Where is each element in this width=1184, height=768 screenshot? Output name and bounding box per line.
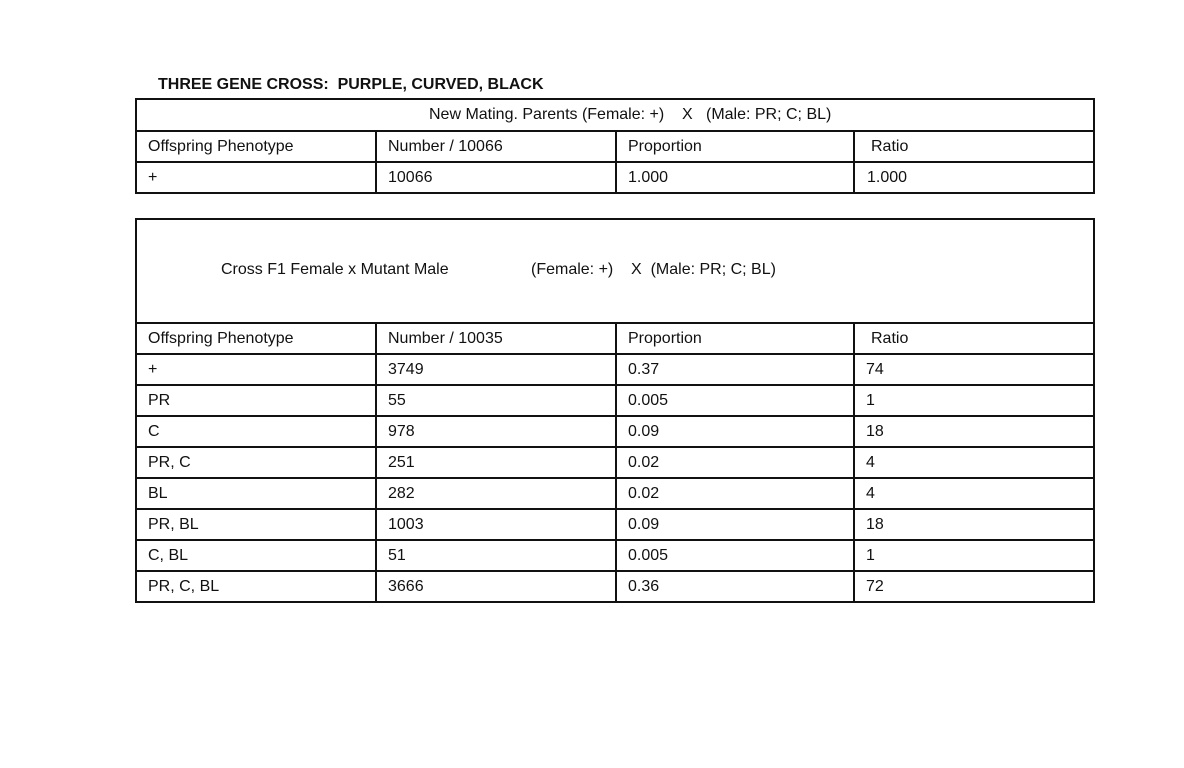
header-proportion: Proportion <box>616 131 854 162</box>
table-row <box>136 162 1094 193</box>
table-row <box>136 385 1094 416</box>
cell-number: 10066 <box>376 162 616 193</box>
table-row <box>136 509 1094 540</box>
table-row <box>136 416 1094 447</box>
table-caption <box>136 219 1094 323</box>
cell-number: 3749 <box>376 354 616 385</box>
cell-proportion: 0.36 <box>616 571 854 602</box>
cell-phenotype: + <box>136 354 376 385</box>
cell-phenotype: C, BL <box>136 540 376 571</box>
cell-phenotype: PR <box>136 385 376 416</box>
header-number: Number / 10035 <box>376 323 616 354</box>
table-header-row <box>136 323 1094 354</box>
cell-phenotype: BL <box>136 478 376 509</box>
cell-ratio: 1 <box>854 385 1094 416</box>
cell-proportion: 0.09 <box>616 416 854 447</box>
cell-ratio: 4 <box>854 447 1094 478</box>
table-row <box>136 540 1094 571</box>
cell-number: 978 <box>376 416 616 447</box>
caption-cross-label: Cross F1 Female x Mutant Male <box>221 261 449 278</box>
cell-number: 282 <box>376 478 616 509</box>
cell-number: 1003 <box>376 509 616 540</box>
document-title: THREE GENE CROSS: PURPLE, CURVED, BLACK <box>158 76 544 93</box>
header-phenotype: Offspring Phenotype <box>136 323 376 354</box>
cell-ratio: 18 <box>854 416 1094 447</box>
cell-proportion: 0.02 <box>616 478 854 509</box>
header-proportion: Proportion <box>616 323 854 354</box>
header-number: Number / 10066 <box>376 131 616 162</box>
cell-number: 55 <box>376 385 616 416</box>
cell-ratio: 1.000 <box>854 162 1094 193</box>
cell-ratio: 1 <box>854 540 1094 571</box>
cell-ratio: 4 <box>854 478 1094 509</box>
cell-ratio: 72 <box>854 571 1094 602</box>
cell-phenotype: + <box>136 162 376 193</box>
cell-number: 3666 <box>376 571 616 602</box>
parents-table <box>135 98 1095 194</box>
testcross-table <box>135 218 1095 603</box>
cell-proportion: 0.02 <box>616 447 854 478</box>
cell-proportion: 0.005 <box>616 385 854 416</box>
table-row <box>136 447 1094 478</box>
cell-proportion: 0.37 <box>616 354 854 385</box>
cell-phenotype: PR, C, BL <box>136 571 376 602</box>
cell-number: 51 <box>376 540 616 571</box>
cell-proportion: 0.09 <box>616 509 854 540</box>
cell-phenotype: PR, BL <box>136 509 376 540</box>
cell-ratio: 18 <box>854 509 1094 540</box>
table-caption-row <box>136 99 1094 131</box>
table-header-row <box>136 131 1094 162</box>
cell-proportion: 0.005 <box>616 540 854 571</box>
cell-proportion: 1.000 <box>616 162 854 193</box>
caption-parents-label: (Female: +) X (Male: PR; C; BL) <box>531 261 776 278</box>
header-phenotype: Offspring Phenotype <box>136 131 376 162</box>
cell-ratio: 74 <box>854 354 1094 385</box>
header-ratio: Ratio <box>854 323 1094 354</box>
table-row <box>136 478 1094 509</box>
table-row <box>136 571 1094 602</box>
table-caption-row <box>136 219 1094 323</box>
table-caption: New Mating. Parents (Female: +) X (Male: PR; C; BL) <box>136 99 1094 131</box>
header-ratio: Ratio <box>854 131 1094 162</box>
cell-phenotype: PR, C <box>136 447 376 478</box>
cell-number: 251 <box>376 447 616 478</box>
cell-phenotype: C <box>136 416 376 447</box>
table-row <box>136 354 1094 385</box>
